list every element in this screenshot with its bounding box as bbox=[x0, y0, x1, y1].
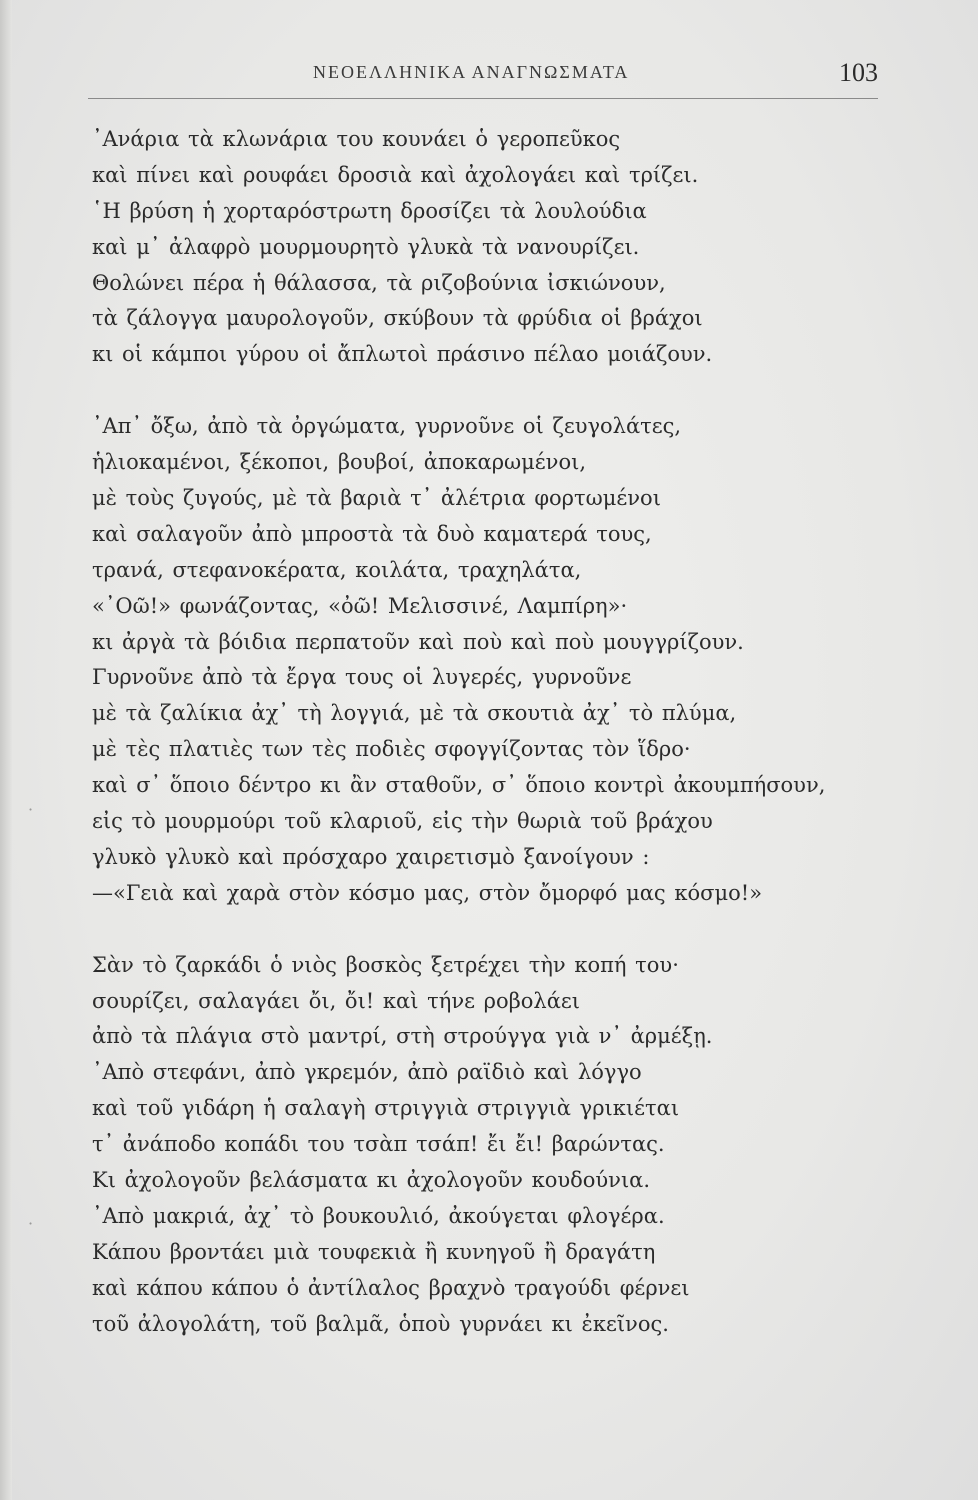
running-title: ΝΕΟΕΛΛΗΝΙΚΑ ΑΝΑΓΝΩΣΜΑΤΑ bbox=[313, 62, 630, 82]
poem-line: ᾿Απὸ μακριά, ἀχ᾿ τὸ βουκουλιό, ἀκούγεται φλογέρα. bbox=[92, 1203, 665, 1228]
poem-line: καὶ σ᾿ ὅποιο δέντρο κι ἂν σταθοῦν, σ᾿ ὅποιο κοντρὶ ἀκουμπήσουν, bbox=[92, 773, 826, 798]
poem-line: μὲ τὲς πλατιὲς των τὲς ποδιὲς σφογγίζοντας τὸν ἵδρο· bbox=[92, 737, 691, 762]
poem-line: ᾿Απ᾿ ὄξω, ἀπὸ τὰ ὀργώματα, γυρνοῦνε οἱ ζευγολάτες, bbox=[92, 414, 682, 439]
poem-line: καὶ μ᾿ ἀλαφρὸ μουρμουρητὸ γλυκὰ τὰ νανουρίζει. bbox=[92, 234, 640, 259]
page-header bbox=[88, 58, 878, 98]
page-number: 103 bbox=[839, 58, 878, 87]
stanza-gap bbox=[92, 373, 892, 409]
poem-line: Θολώνει πέρα ἡ θάλασσα, τὰ ριζοβούνια ἰσκιώνουν, bbox=[92, 270, 666, 295]
poem-line: ἡλιοκαμένοι, ξέκοποι, βουβοί, ἀποκαρωμένοι, bbox=[92, 450, 587, 475]
poem-line: ᾿Απὸ στεφάνι, ἀπὸ γκρεμόν, ἀπὸ ραϊδιὸ καὶ λόγγο bbox=[92, 1060, 642, 1085]
poem-line: τοῦ ἀλογολάτη, τοῦ βαλμᾶ, ὁποὺ γυρνάει κι ἐκεῖνος. bbox=[92, 1311, 669, 1336]
poem-line: Κι ἀχολογοῦν βελάσματα κι ἀχολογοῦν κουδούνια. bbox=[92, 1168, 651, 1193]
header-rule bbox=[88, 98, 878, 99]
poem-line: κι οἱ κάμποι γύρου οἱ ἄπλωτοὶ πράσινο πέλαο μοιάζουν. bbox=[92, 342, 713, 367]
stanza-1 bbox=[92, 122, 892, 373]
stanza-2 bbox=[92, 409, 892, 911]
poem-line: γλυκὸ γλυκὸ καὶ πρόσχαρο χαιρετισμὸ ξανοίγουν : bbox=[92, 844, 650, 869]
poem-line: Κάπου βροντάει μιὰ τουφεκιὰ ἢ κυνηγοῦ ἢ δραγάτη bbox=[92, 1239, 656, 1264]
poem-line: καὶ σαλαγοῦν ἀπὸ μπροστὰ τὰ δυὸ καματερά τους, bbox=[92, 521, 652, 546]
stanza-3 bbox=[92, 948, 892, 1343]
poem-line: μὲ τὰ ζαλίκια ἀχ᾿ τὴ λογγιά, μὲ τὰ σκουτιὰ ἀχ᾿ τὸ πλύμα, bbox=[92, 701, 737, 726]
poem-line: καὶ κάπου κάπου ὁ ἀντίλαλος βραχνὸ τραγούδι φέρνει bbox=[92, 1275, 690, 1300]
margin-speck: · bbox=[28, 800, 34, 819]
poem-line: σουρίζει, σαλαγάει ὄι, ὄι! καὶ τήνε ροβολάει bbox=[92, 988, 581, 1013]
poem-line: μὲ τοὺς ζυγούς, μὲ τὰ βαριὰ τ᾿ ἀλέτρια φορτωμένοι bbox=[92, 486, 661, 511]
stanza-gap bbox=[92, 912, 892, 948]
margin-speck: · bbox=[28, 1214, 34, 1233]
poem-line: ἀπὸ τὰ πλάγια στὸ μαντρί, στὴ στρούγγα γιὰ ν᾿ ἀρμέξῃ. bbox=[92, 1024, 713, 1049]
poem-line: ᾿Ανάρια τὰ κλωνάρια του κουνάει ὁ γεροπεῦκος bbox=[92, 127, 621, 151]
poem-line: τ᾿ ἀνάποδο κοπάδι του τσὰπ τσάπ! ἔι ἔι! βαρώντας. bbox=[92, 1132, 665, 1157]
poem-line: «᾿Οῶ!» φωνάζοντας, «ὀῶ! Μελισσινέ, Λαμπίρη»· bbox=[92, 593, 628, 618]
poem-line: Σὰν τὸ ζαρκάδι ὁ νιὸς βοσκὸς ξετρέχει τὴν κοπή του· bbox=[92, 952, 679, 977]
poem-line: —«Γειὰ καὶ χαρὰ στὸν κόσμο μας, στὸν ὄμορφό μας κόσμο!» bbox=[92, 880, 763, 905]
poem-line: τρανά, στεφανοκέρατα, κοιλάτα, τραχηλάτα, bbox=[92, 557, 582, 582]
poem-line: καὶ πίνει καὶ ρουφάει δροσιὰ καὶ ἀχολογάει καὶ τρίζει. bbox=[92, 162, 699, 187]
poem-line: κι ἀργὰ τὰ βόιδια περπατοῦν καὶ ποὺ καὶ ποὺ μουγγρίζουν. bbox=[92, 629, 744, 654]
poem-line: Γυρνοῦνε ἀπὸ τὰ ἔργα τους οἱ λυγερές, γυρνοῦνε bbox=[92, 665, 632, 690]
poem-line: καὶ τοῦ γιδάρη ἡ σαλαγὴ στριγγιὰ στριγγιὰ γρικιέται bbox=[92, 1096, 680, 1121]
poem-line: εἰς τὸ μουρμούρι τοῦ κλαριοῦ, εἰς τὴν θωριὰ τοῦ βράχου bbox=[92, 809, 713, 834]
poem-line: τὰ ζάλογγα μαυρολογοῦν, σκύβουν τὰ φρύδια οἱ βράχοι bbox=[92, 306, 703, 331]
poem-line: ῾Η βρύση ἡ χορταρόστρωτη δροσίζει τὰ λουλούδια bbox=[92, 198, 647, 223]
poem-body bbox=[92, 122, 892, 1343]
page-spine-shadow bbox=[0, 0, 12, 1500]
